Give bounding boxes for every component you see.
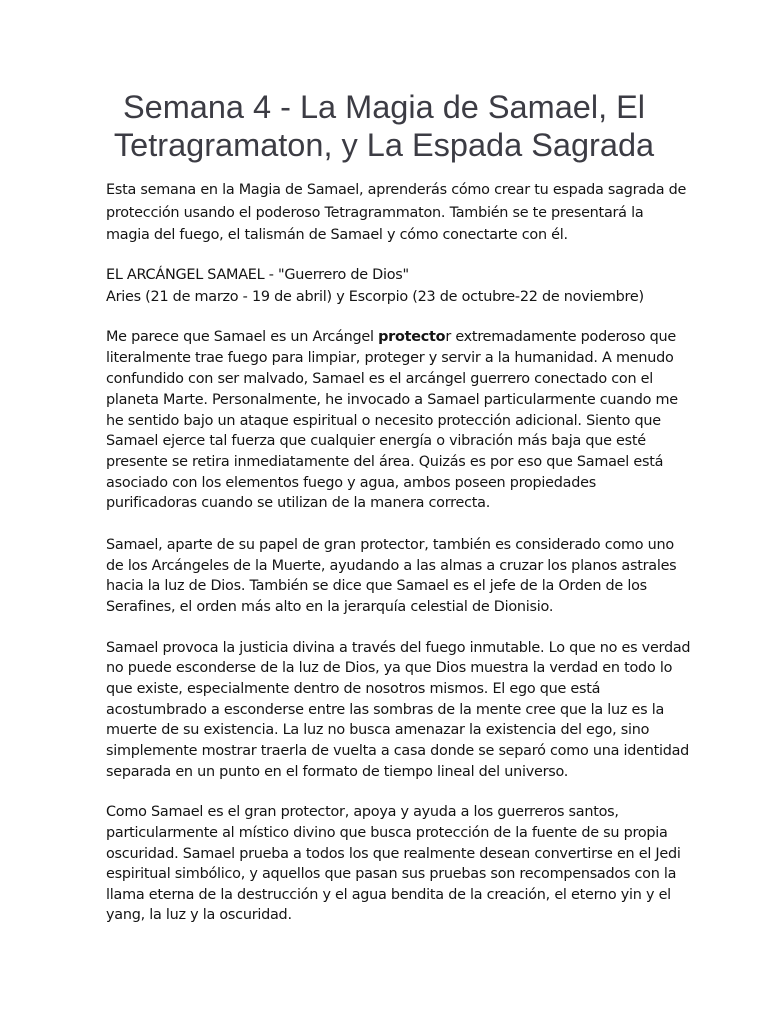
paragraph-line: literalmente trae fuego para limpiar, proteger y servir a la humanidad. A menudo [106,350,674,366]
paragraph-line: espiritual simbólico, y aquellos que pasan sus pruebas son recompensados con la [106,866,677,882]
paragraph-line: simplemente mostrar traerla de vuelta a casa donde se separó como una identidad [106,743,690,759]
intro-line: magia del fuego, el talismán de Samael y cómo conectarte con él. [106,227,568,243]
paragraph-line: no puede esconderse de la luz de Dios, ya que Dios muestra la verdad en todo lo [106,660,673,676]
paragraph-line: muerte de su existencia. La luz no busca amenazar la existencia del ego, sino [106,722,650,738]
paragraph-line: llama eterna de la destrucción y el agua bendita de la creación, el eterno yin y el [106,887,671,903]
paragraph-line: de los Arcángeles de la Muerte, ayudando a las almas a cruzar los planos astrales [106,558,677,574]
archangel-heading: EL ARCÁNGEL SAMAEL - "Guerrero de Dios" [106,267,409,283]
intro-line: Esta semana en la Magia de Samael, aprenderás cómo crear tu espada sagrada de [106,182,687,198]
paragraph-line: particularmente al místico divino que busca protección de la fuente de su propia [106,825,668,841]
text-span: r extremadamente poderoso que [445,329,676,345]
title-line: Tetragramaton, y La Espada Sagrada [113,127,655,163]
paragraph-line: presente se retira inmediatamente del área. Quizás es por eso que Samael está [106,454,664,470]
paragraph-line: acostumbrado a esconderse entre las sombras de la mente cree que la luz es la [106,702,665,718]
page-title [100,88,668,164]
paragraph-line [106,327,676,347]
paragraph-line: hacia la luz de Dios. También se dice que Samael es el jefe de la Orden de los [106,578,647,594]
paragraph-line: confundido con ser malvado, Samael es el arcángel guerrero conectado con el [106,371,653,387]
paragraph-line: Serafines, el orden más alto en la jerarquía celestial de Dionisio. [106,599,554,615]
paragraph-line: yang, la luz y la oscuridad. [106,907,292,923]
title-line: Semana 4 - La Magia de Samael, El [122,89,646,125]
intro-line: protección usando el poderoso Tetragrammaton. También se te presentará la [106,205,644,221]
bold-text: protecto [378,329,446,345]
archangel-signs: Aries (21 de marzo - 19 de abril) y Escorpio (23 de octubre-22 de noviembre) [106,289,644,305]
paragraph-line: que existe, especialmente dentro de nosotros mismos. El ego que está [106,681,601,697]
paragraph-line: planeta Marte. Personalmente, he invocado a Samael particularmente cuando me [106,392,678,408]
paragraph-line: separada en un punto en el formato de tiempo lineal del universo. [106,764,569,780]
paragraph-line: Como Samael es el gran protector, apoya y ayuda a los guerreros santos, [106,804,619,820]
paragraph-line: Samael, aparte de su papel de gran protector, también es considerado como uno [106,537,674,553]
paragraph-line: purificadoras cuando se utilizan de la manera correcta. [106,495,491,511]
paragraph-line: he sentido bajo un ataque espiritual o necesito protección adicional. Siento que [106,413,661,429]
paragraph-line: oscuridad. Samael prueba a todos los que realmente desean convertirse en el Jedi [106,846,681,862]
paragraph-line: asociado con los elementos fuego y agua, ambos poseen propiedades [106,475,596,491]
text-span: Me parece que Samael es un Arcángel [106,329,379,345]
paragraph-line: Samael ejerce tal fuerza que cualquier energía o vibración más baja que esté [106,433,646,449]
paragraph-line: Samael provoca la justicia divina a través del fuego inmutable. Lo que no es verdad [106,640,691,656]
